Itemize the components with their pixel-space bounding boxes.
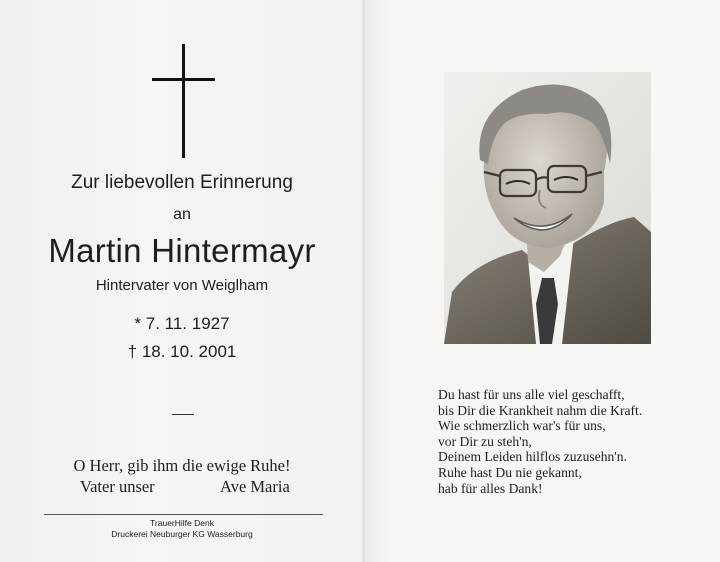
birth-date: * 7. 11. 1927	[134, 314, 230, 333]
deceased-subtitle: Hintervater von Weiglham	[95, 277, 269, 294]
poem-line: Deinem Leiden hilflos zuzusehn'n.	[438, 449, 627, 465]
ave-maria-text: Ave Maria	[220, 477, 290, 496]
an-text: an	[173, 206, 191, 223]
poem-line: vor Dir zu steh'n,	[438, 433, 532, 449]
poem-line: Ruhe hast Du nie gekannt,	[438, 464, 582, 480]
poem-line: bis Dir die Krankheit nahm die Kraft.	[438, 402, 643, 418]
death-date: † 18. 10. 2001	[127, 342, 237, 361]
poem	[438, 387, 642, 496]
separator	[172, 414, 194, 415]
intro-text: Zur liebevollen Erinnerung	[71, 172, 293, 193]
poem-line: hab für alles Dank!	[438, 480, 543, 496]
portrait-photo	[444, 72, 651, 344]
prayer-text: O Herr, gib ihm die ewige Ruhe!	[73, 456, 291, 475]
printer-name: TrauerHilfe Denk	[150, 518, 214, 528]
deceased-name: Martin Hintermayr	[48, 232, 316, 269]
poem-line: Wie schmerzlich war's für uns,	[438, 418, 606, 434]
footer-rule	[44, 514, 323, 515]
vater-unser-text: Vater unser	[80, 477, 155, 496]
printer-address: Druckerei Neuburger KG Wasserburg	[111, 529, 253, 539]
poem-line: Du hast für uns alle viel geschafft,	[438, 387, 625, 402]
